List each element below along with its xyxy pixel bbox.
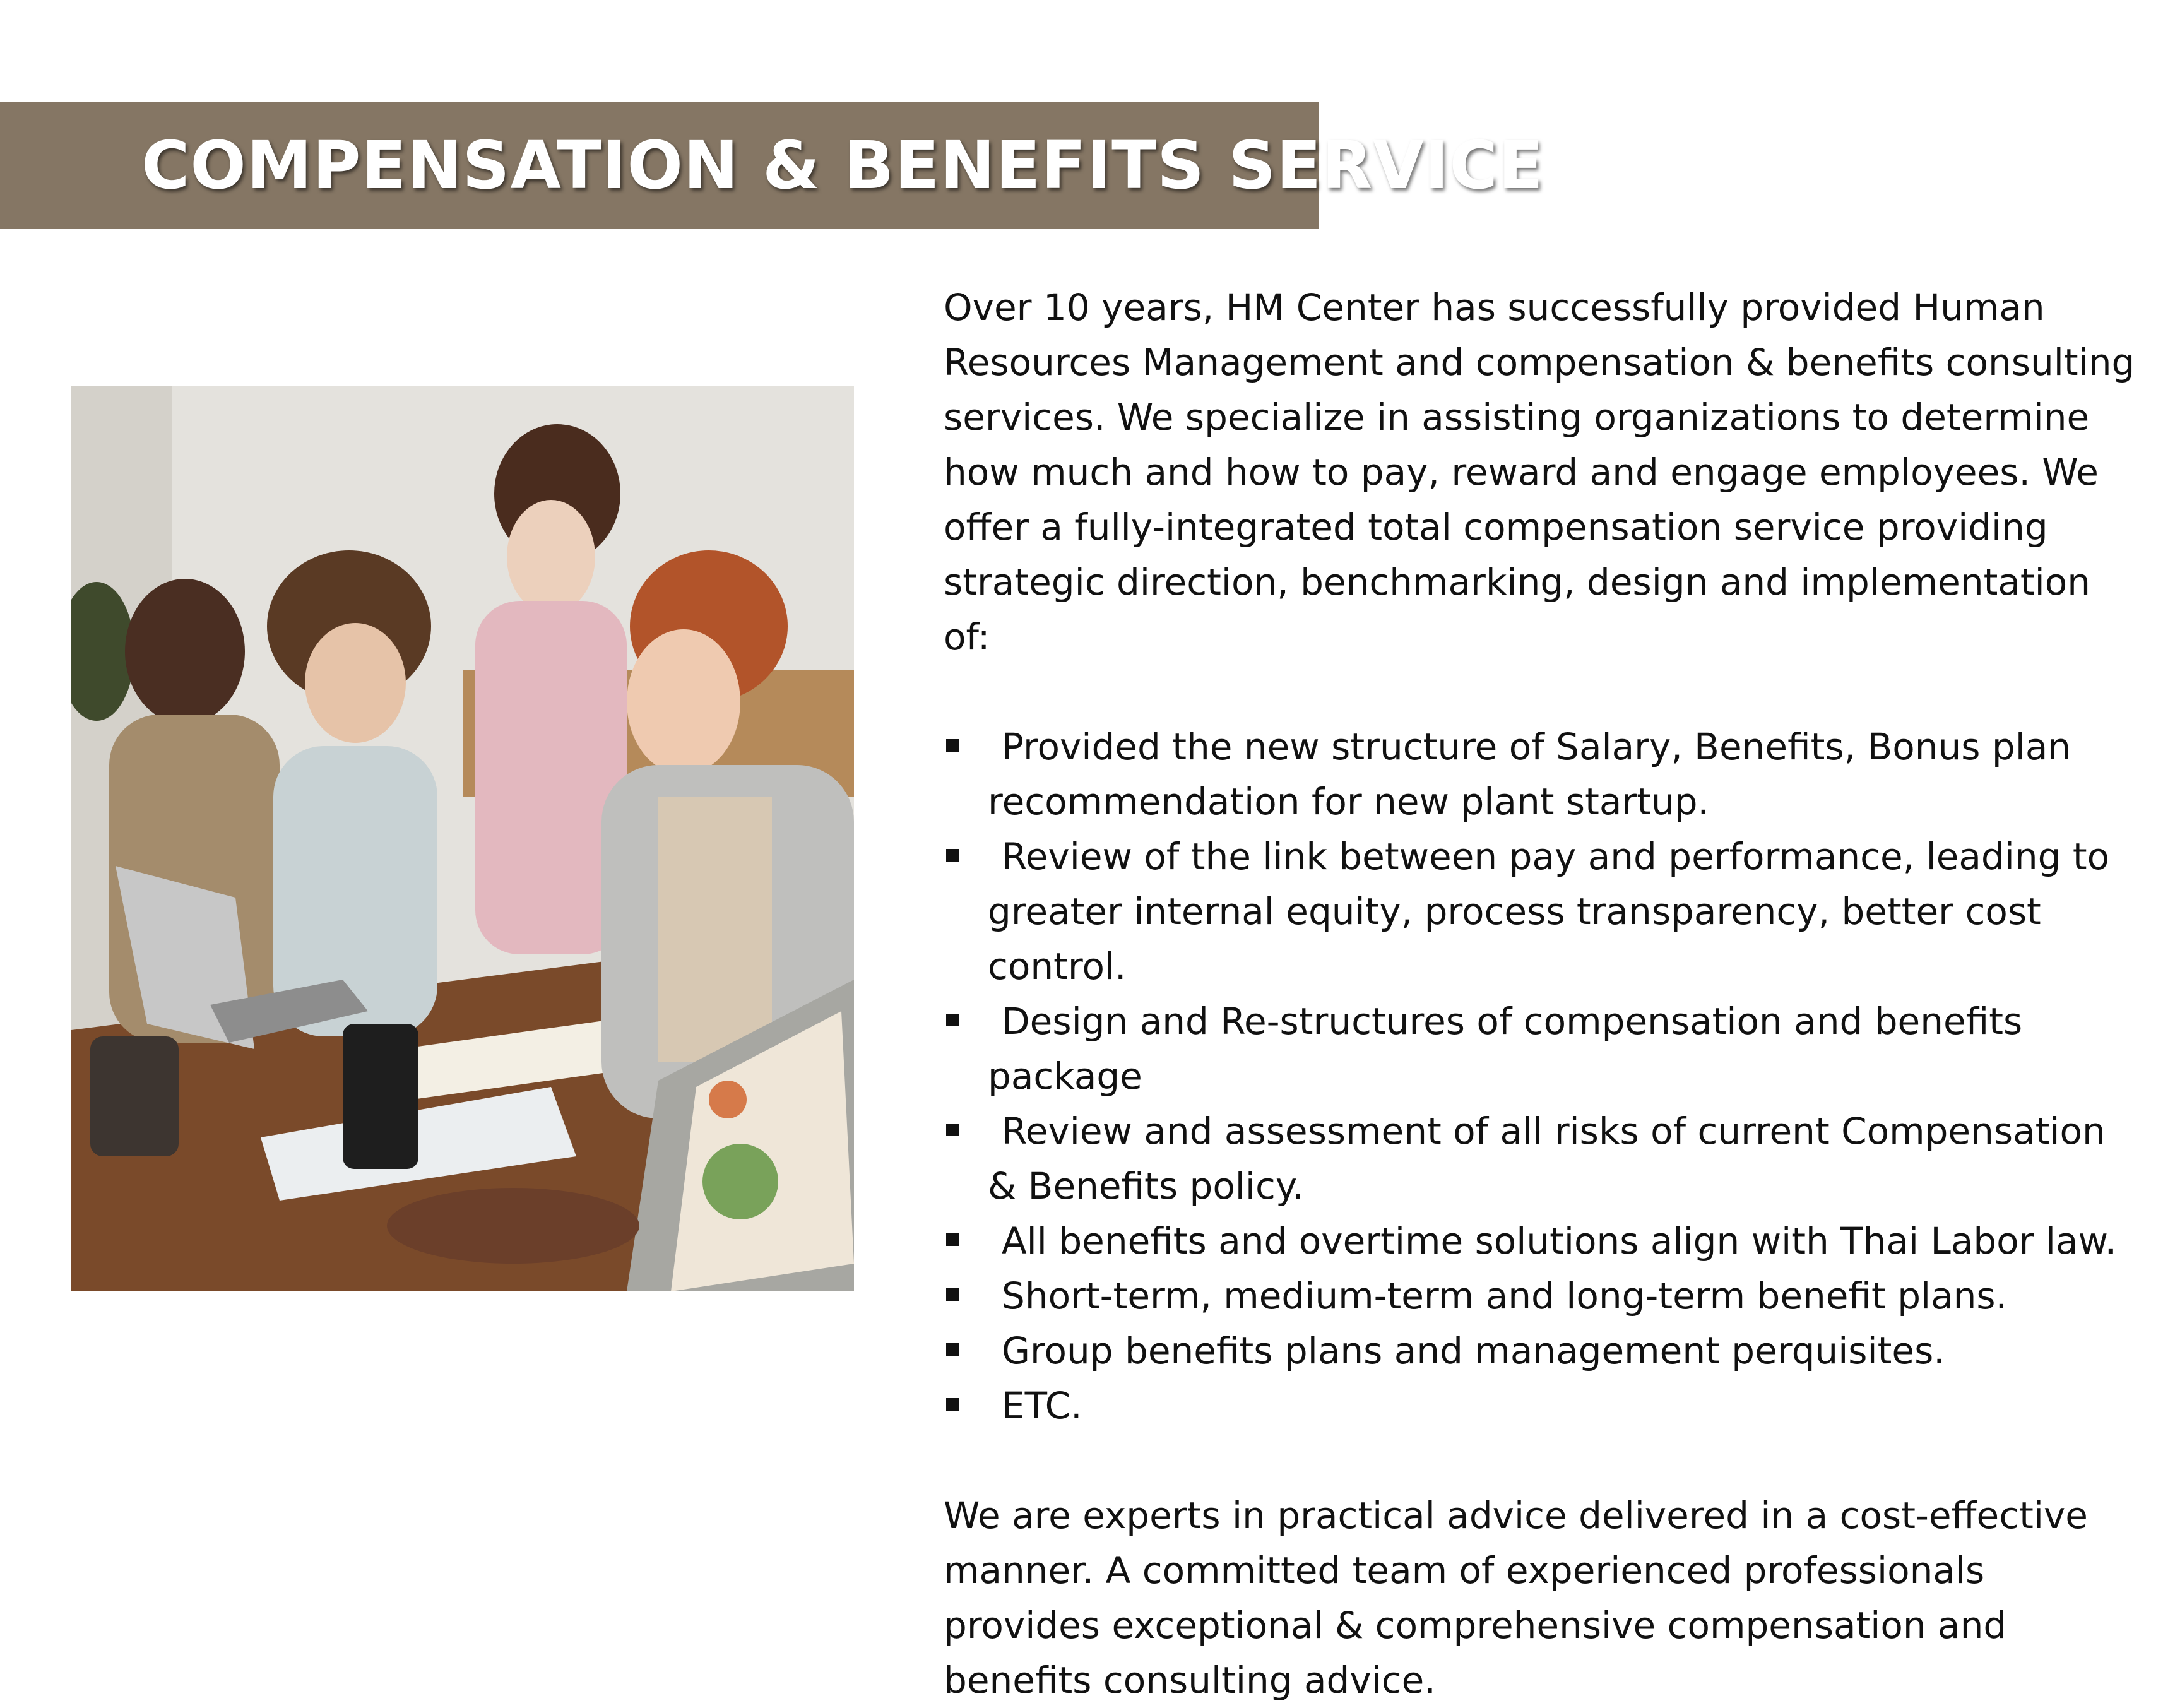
square-bullet-icon (946, 1288, 959, 1301)
square-bullet-icon (946, 739, 959, 752)
list-item: Design and Re-structures of compensation and benefits package (944, 994, 2143, 1104)
square-bullet-icon (946, 849, 959, 862)
list-item: Review of the link between pay and performance, leading to greater internal equity, process transparency, better cost control. (944, 829, 2143, 994)
spacer (944, 1433, 2143, 1488)
list-item: Provided the new structure of Salary, Benefits, Bonus plan recommendation for new plant startup. (944, 720, 2143, 829)
list-item: Group benefits plans and management perquisites. (944, 1324, 2143, 1379)
service-list (944, 720, 2143, 1433)
intro-paragraph: Over 10 years, HM Center has successfully provided Human Resources Management and compensation & benefits consulting services. We specialize in assisting organizations to determine how much and how to pay, reward and engage employees. We offer a fully-integrated total compensation service providing strategic direction, benchmarking, design and implementation of: (944, 286, 2135, 658)
square-bullet-icon (946, 1014, 959, 1026)
spacer (944, 665, 2143, 720)
list-item: Short-term, medium-term and long-term benefit plans. (944, 1269, 2143, 1324)
page-title: COMPENSATION & BENEFITS SERVICE (141, 127, 1544, 204)
list-item: ETC. (944, 1379, 2143, 1433)
team-meeting-photo (71, 386, 854, 1291)
closing-paragraph: We are experts in practical advice delivered in a cost-effective manner. A committed team of experienced professionals provides exceptional & comprehensive compensation and benefits consulting advice. (944, 1494, 2088, 1702)
content-body (944, 280, 2143, 1708)
square-bullet-icon (946, 1233, 959, 1246)
square-bullet-icon (946, 1124, 959, 1136)
square-bullet-icon (946, 1343, 959, 1356)
list-item: Review and assessment of all risks of current Compensation & Benefits policy. (944, 1104, 2143, 1214)
title-banner (0, 102, 1544, 229)
square-bullet-icon (946, 1398, 959, 1411)
list-item: All benefits and overtime solutions align with Thai Labor law. (944, 1214, 2143, 1269)
